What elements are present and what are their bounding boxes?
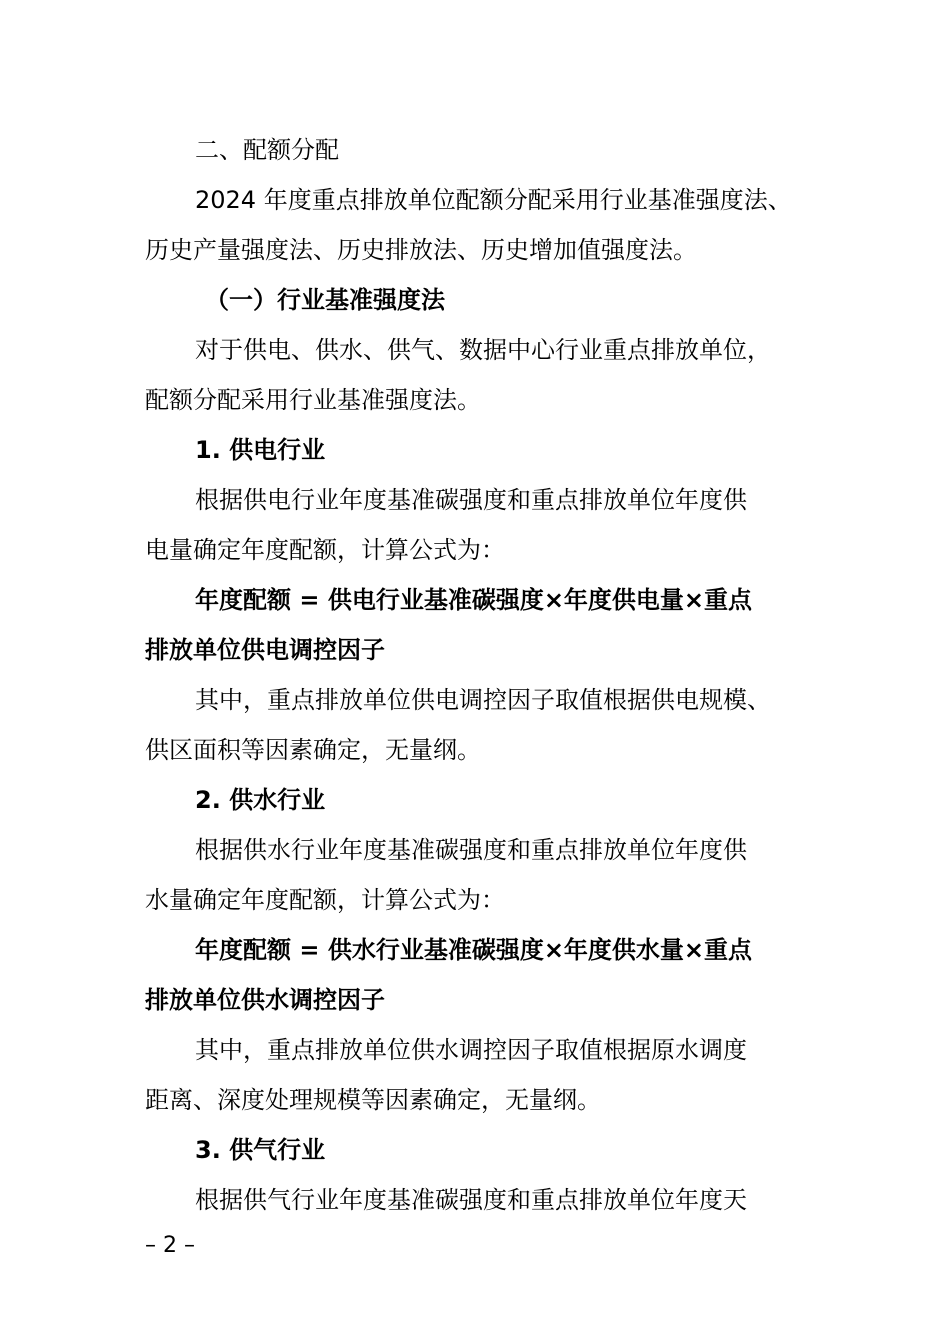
intro-line-1: 2024 年度重点排放单位配额分配采用行业基准强度法、 (195, 186, 792, 214)
page-number: – 2 – (145, 1233, 195, 1258)
subsection-paragraph-line-2: 配额分配采用行业基准强度法。 (145, 386, 481, 414)
intro-line-2: 历史产量强度法、历史排放法、历史增加值强度法。 (145, 236, 697, 264)
formula-water-line-1: 年度配额 = 供水行业基准碳强度×年度供水量×重点 (195, 936, 753, 964)
item-heading-power: 1. 供电行业 (195, 436, 326, 464)
item-paragraph-power-line-2: 电量确定年度配额，计算公式为： (145, 536, 505, 564)
formula-water-line-2: 排放单位供水调控因子 (145, 986, 385, 1014)
formula-power-line-2: 排放单位供电调控因子 (145, 636, 385, 664)
item-paragraph-water-line-1: 根据供水行业年度基准碳强度和重点排放单位年度供 (195, 836, 747, 864)
subsection-paragraph-line-1: 对于供电、供水、供气、数据中心行业重点排放单位， (195, 336, 771, 364)
note-water-line-2: 距离、深度处理规模等因素确定，无量纲。 (145, 1086, 601, 1114)
note-power-line-2: 供区面积等因素确定，无量纲。 (145, 736, 481, 764)
item-heading-water: 2. 供水行业 (195, 786, 326, 814)
note-power-line-1: 其中，重点排放单位供电调控因子取值根据供电规模、 (195, 686, 771, 714)
subsection-heading: （一）行业基准强度法 (205, 286, 445, 314)
item-paragraph-water-line-2: 水量确定年度配额，计算公式为： (145, 886, 505, 914)
item-heading-gas: 3. 供气行业 (195, 1136, 326, 1164)
item-paragraph-gas-line-1: 根据供气行业年度基准碳强度和重点排放单位年度天 (195, 1186, 747, 1214)
item-paragraph-power-line-1: 根据供电行业年度基准碳强度和重点排放单位年度供 (195, 486, 747, 514)
note-water-line-1: 其中，重点排放单位供水调控因子取值根据原水调度 (195, 1036, 747, 1064)
formula-power-line-1: 年度配额 = 供电行业基准碳强度×年度供电量×重点 (195, 586, 753, 614)
section-title: 二、配额分配 (195, 136, 339, 164)
